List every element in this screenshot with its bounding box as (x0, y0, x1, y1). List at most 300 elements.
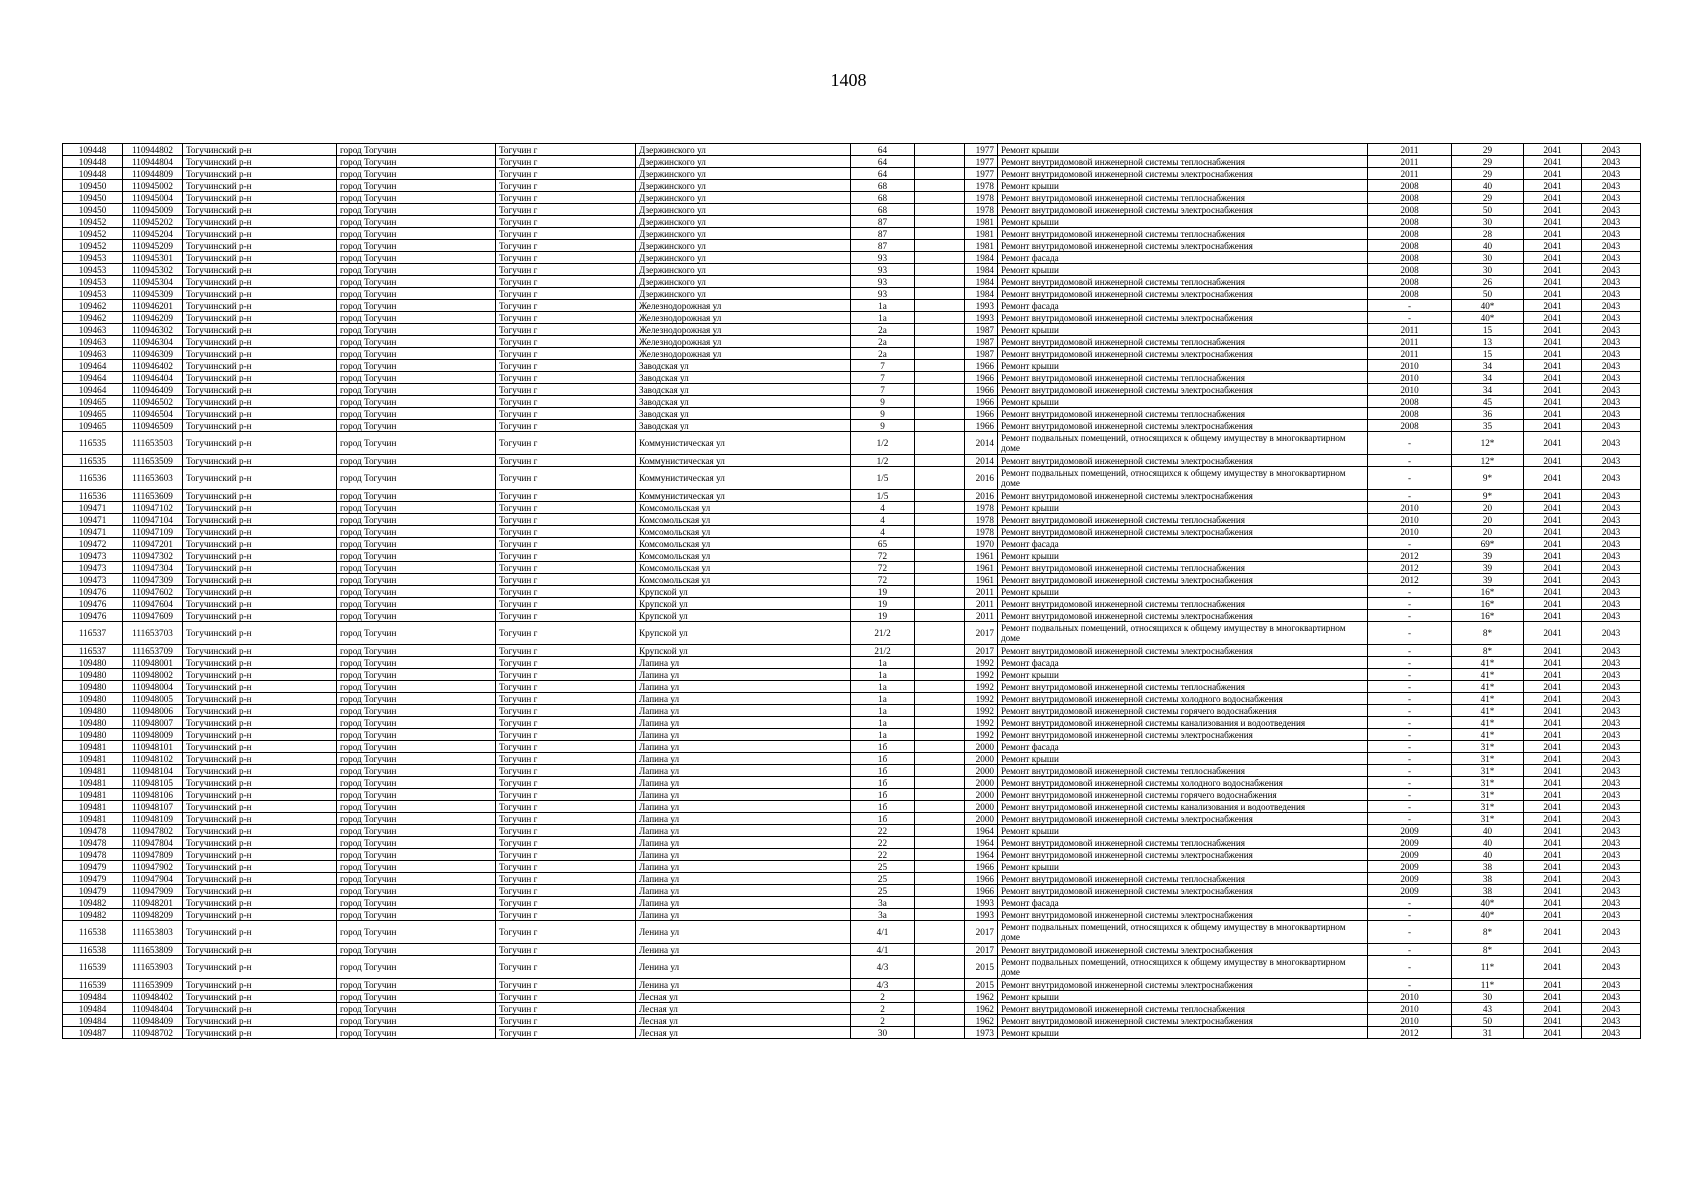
house-number-cell: 21/2 (851, 622, 915, 645)
work-id-cell: 110947802 (123, 825, 183, 837)
blank-cell (915, 909, 965, 921)
house-number-cell: 1/2 (851, 455, 915, 467)
year-built-cell: 1962 (965, 991, 998, 1003)
street-cell: Лапина ул (636, 801, 851, 813)
blank-cell (915, 789, 965, 801)
plan-end-cell: 2043 (1582, 681, 1641, 693)
blank-cell (915, 264, 965, 276)
district-cell: Тогучинский р-н (183, 801, 337, 813)
work-id-cell: 110946504 (123, 408, 183, 420)
locality-cell: Тогучин г (496, 1015, 636, 1027)
blank-cell (915, 765, 965, 777)
locality-cell: Тогучин г (496, 765, 636, 777)
plan-end-cell: 2043 (1582, 849, 1641, 861)
district-cell: Тогучинский р-н (183, 538, 337, 550)
last-repair-year-cell: - (1368, 944, 1452, 956)
locality-cell: Тогучин г (496, 873, 636, 885)
work-type-cell: Ремонт внутридомовой инженерной системы теплоснабжения (998, 765, 1368, 777)
table-row (63, 610, 1641, 622)
wear-cell: 40 (1452, 240, 1524, 252)
street-cell: Лапина ул (636, 849, 851, 861)
locality-cell: Тогучин г (496, 849, 636, 861)
year-built-cell: 1978 (965, 192, 998, 204)
municipality-cell: город Тогучин (337, 885, 496, 897)
year-built-cell: 1987 (965, 324, 998, 336)
plan-end-cell: 2043 (1582, 598, 1641, 610)
wear-cell: 8* (1452, 645, 1524, 657)
plan-start-cell: 2041 (1524, 645, 1582, 657)
street-cell: Заводская ул (636, 420, 851, 432)
street-cell: Комсомольская ул (636, 562, 851, 574)
plan-end-cell: 2043 (1582, 921, 1641, 944)
blank-cell (915, 526, 965, 538)
plan-end-cell: 2043 (1582, 861, 1641, 873)
house-id-cell: 109471 (63, 502, 123, 514)
house-number-cell: 93 (851, 264, 915, 276)
plan-end-cell: 2043 (1582, 240, 1641, 252)
municipality-cell: город Тогучин (337, 276, 496, 288)
work-type-cell: Ремонт внутридомовой инженерной системы канализования и водоотведения (998, 801, 1368, 813)
house-number-cell: 93 (851, 276, 915, 288)
plan-start-cell: 2041 (1524, 1027, 1582, 1039)
house-id-cell: 116537 (63, 645, 123, 657)
table-row (63, 765, 1641, 777)
year-built-cell: 1993 (965, 909, 998, 921)
work-type-cell: Ремонт внутридомовой инженерной системы электроснабжения (998, 610, 1368, 622)
house-number-cell: 9 (851, 396, 915, 408)
last-repair-year-cell: 2011 (1368, 168, 1452, 180)
blank-cell (915, 562, 965, 574)
last-repair-year-cell: 2011 (1368, 336, 1452, 348)
district-cell: Тогучинский р-н (183, 288, 337, 300)
year-built-cell: 2000 (965, 777, 998, 789)
last-repair-year-cell: 2009 (1368, 873, 1452, 885)
district-cell: Тогучинский р-н (183, 550, 337, 562)
house-number-cell: 30 (851, 1027, 915, 1039)
table-row (63, 455, 1641, 467)
house-id-cell: 109480 (63, 681, 123, 693)
year-built-cell: 2011 (965, 610, 998, 622)
locality-cell: Тогучин г (496, 885, 636, 897)
locality-cell: Тогучин г (496, 312, 636, 324)
house-number-cell: 3а (851, 909, 915, 921)
house-number-cell: 2а (851, 336, 915, 348)
district-cell: Тогучинский р-н (183, 1003, 337, 1015)
work-id-cell: 110946302 (123, 324, 183, 336)
locality-cell: Тогучин г (496, 192, 636, 204)
plan-start-cell: 2041 (1524, 180, 1582, 192)
work-id-cell: 110947104 (123, 514, 183, 526)
municipality-cell: город Тогучин (337, 777, 496, 789)
table-row (63, 622, 1641, 645)
year-built-cell: 2000 (965, 813, 998, 825)
municipality-cell: город Тогучин (337, 550, 496, 562)
house-id-cell: 109479 (63, 861, 123, 873)
plan-start-cell: 2041 (1524, 885, 1582, 897)
plan-end-cell: 2043 (1582, 789, 1641, 801)
blank-cell (915, 1015, 965, 1027)
plan-end-cell: 2043 (1582, 467, 1641, 490)
work-id-cell: 110946404 (123, 372, 183, 384)
municipality-cell: город Тогучин (337, 586, 496, 598)
blank-cell (915, 348, 965, 360)
year-built-cell: 2014 (965, 432, 998, 455)
work-id-cell: 110947602 (123, 586, 183, 598)
wear-cell: 39 (1452, 574, 1524, 586)
blank-cell (915, 288, 965, 300)
street-cell: Лапина ул (636, 909, 851, 921)
table-row (63, 598, 1641, 610)
plan-end-cell: 2043 (1582, 669, 1641, 681)
locality-cell: Тогучин г (496, 467, 636, 490)
last-repair-year-cell: 2012 (1368, 550, 1452, 562)
last-repair-year-cell: - (1368, 789, 1452, 801)
house-id-cell: 109472 (63, 538, 123, 550)
table-row (63, 849, 1641, 861)
street-cell: Дзержинского ул (636, 264, 851, 276)
table-row (63, 300, 1641, 312)
work-type-cell: Ремонт крыши (998, 324, 1368, 336)
house-number-cell: 68 (851, 192, 915, 204)
plan-start-cell: 2041 (1524, 825, 1582, 837)
plan-end-cell: 2043 (1582, 420, 1641, 432)
locality-cell: Тогучин г (496, 228, 636, 240)
locality-cell: Тогучин г (496, 657, 636, 669)
street-cell: Комсомольская ул (636, 502, 851, 514)
last-repair-year-cell: - (1368, 956, 1452, 979)
house-id-cell: 109473 (63, 550, 123, 562)
work-id-cell: 110947102 (123, 502, 183, 514)
year-built-cell: 1970 (965, 538, 998, 550)
house-number-cell: 64 (851, 156, 915, 168)
year-built-cell: 1984 (965, 264, 998, 276)
house-id-cell: 109480 (63, 693, 123, 705)
work-id-cell: 110948009 (123, 729, 183, 741)
work-type-cell: Ремонт внутридомовой инженерной системы холодного водоснабжения (998, 693, 1368, 705)
blank-cell (915, 681, 965, 693)
locality-cell: Тогучин г (496, 408, 636, 420)
last-repair-year-cell: - (1368, 909, 1452, 921)
table-row (63, 264, 1641, 276)
house-number-cell: 64 (851, 168, 915, 180)
house-id-cell: 109465 (63, 396, 123, 408)
work-type-cell: Ремонт крыши (998, 264, 1368, 276)
plan-end-cell: 2043 (1582, 324, 1641, 336)
work-type-cell: Ремонт фасада (998, 538, 1368, 550)
year-built-cell: 1987 (965, 348, 998, 360)
work-type-cell: Ремонт внутридомовой инженерной системы теплоснабжения (998, 276, 1368, 288)
wear-cell: 39 (1452, 562, 1524, 574)
plan-start-cell: 2041 (1524, 861, 1582, 873)
house-number-cell: 2а (851, 324, 915, 336)
table-row (63, 348, 1641, 360)
municipality-cell: город Тогучин (337, 526, 496, 538)
blank-cell (915, 240, 965, 252)
blank-cell (915, 729, 965, 741)
district-cell: Тогучинский р-н (183, 1027, 337, 1039)
plan-start-cell: 2041 (1524, 420, 1582, 432)
work-type-cell: Ремонт внутридомовой инженерной системы электроснабжения (998, 909, 1368, 921)
municipality-cell: город Тогучин (337, 204, 496, 216)
house-number-cell: 1/2 (851, 432, 915, 455)
work-id-cell: 110947609 (123, 610, 183, 622)
work-type-cell: Ремонт внутридомовой инженерной системы электроснабжения (998, 645, 1368, 657)
street-cell: Дзержинского ул (636, 288, 851, 300)
blank-cell (915, 192, 965, 204)
year-built-cell: 1966 (965, 420, 998, 432)
blank-cell (915, 514, 965, 526)
plan-start-cell: 2041 (1524, 384, 1582, 396)
locality-cell: Тогучин г (496, 288, 636, 300)
year-built-cell: 1981 (965, 228, 998, 240)
street-cell: Коммунистическая ул (636, 490, 851, 502)
plan-end-cell: 2043 (1582, 300, 1641, 312)
plan-end-cell: 2043 (1582, 645, 1641, 657)
wear-cell: 34 (1452, 372, 1524, 384)
last-repair-year-cell: 2008 (1368, 204, 1452, 216)
municipality-cell: город Тогучин (337, 502, 496, 514)
district-cell: Тогучинский р-н (183, 228, 337, 240)
page-number: 1408 (830, 70, 867, 90)
work-id-cell: 110947201 (123, 538, 183, 550)
street-cell: Лапина ул (636, 885, 851, 897)
last-repair-year-cell: 2011 (1368, 324, 1452, 336)
wear-cell: 13 (1452, 336, 1524, 348)
work-type-cell: Ремонт подвальных помещений, относящихся к общему имуществу в многоквартирном доме (998, 956, 1368, 979)
table-row (63, 240, 1641, 252)
plan-start-cell: 2041 (1524, 765, 1582, 777)
house-number-cell: 19 (851, 610, 915, 622)
municipality-cell: город Тогучин (337, 168, 496, 180)
work-id-cell: 110946309 (123, 348, 183, 360)
last-repair-year-cell: 2010 (1368, 1003, 1452, 1015)
plan-end-cell: 2043 (1582, 801, 1641, 813)
district-cell: Тогучинский р-н (183, 514, 337, 526)
house-id-cell: 109464 (63, 372, 123, 384)
plan-start-cell: 2041 (1524, 813, 1582, 825)
district-cell: Тогучинский р-н (183, 586, 337, 598)
plan-start-cell: 2041 (1524, 562, 1582, 574)
locality-cell: Тогучин г (496, 944, 636, 956)
locality-cell: Тогучин г (496, 276, 636, 288)
work-type-cell: Ремонт крыши (998, 360, 1368, 372)
house-id-cell: 109476 (63, 586, 123, 598)
wear-cell: 41* (1452, 669, 1524, 681)
locality-cell: Тогучин г (496, 669, 636, 681)
plan-start-cell: 2041 (1524, 216, 1582, 228)
plan-end-cell: 2043 (1582, 526, 1641, 538)
year-built-cell: 2014 (965, 455, 998, 467)
last-repair-year-cell: - (1368, 645, 1452, 657)
street-cell: Крупской ул (636, 622, 851, 645)
wear-cell: 12* (1452, 455, 1524, 467)
table-row (63, 861, 1641, 873)
table-row (63, 921, 1641, 944)
year-built-cell: 1966 (965, 372, 998, 384)
year-built-cell: 1961 (965, 574, 998, 586)
district-cell: Тогучинский р-н (183, 729, 337, 741)
house-number-cell: 1а (851, 300, 915, 312)
locality-cell: Тогучин г (496, 705, 636, 717)
locality-cell: Тогучин г (496, 300, 636, 312)
district-cell: Тогучинский р-н (183, 1015, 337, 1027)
work-type-cell: Ремонт внутридомовой инженерной системы электроснабжения (998, 288, 1368, 300)
district-cell: Тогучинский р-н (183, 873, 337, 885)
house-id-cell: 109465 (63, 408, 123, 420)
work-type-cell: Ремонт крыши (998, 550, 1368, 562)
street-cell: Заводская ул (636, 408, 851, 420)
locality-cell: Тогучин г (496, 598, 636, 610)
wear-cell: 30 (1452, 264, 1524, 276)
wear-cell: 31* (1452, 765, 1524, 777)
wear-cell: 8* (1452, 921, 1524, 944)
table-row (63, 514, 1641, 526)
last-repair-year-cell: - (1368, 610, 1452, 622)
last-repair-year-cell: - (1368, 717, 1452, 729)
wear-cell: 43 (1452, 1003, 1524, 1015)
work-id-cell: 110945204 (123, 228, 183, 240)
district-cell: Тогучинский р-н (183, 324, 337, 336)
locality-cell: Тогучин г (496, 622, 636, 645)
table-row (63, 526, 1641, 538)
district-cell: Тогучинский р-н (183, 645, 337, 657)
work-id-cell: 110945009 (123, 204, 183, 216)
work-id-cell: 110948005 (123, 693, 183, 705)
last-repair-year-cell: 2008 (1368, 252, 1452, 264)
house-number-cell: 25 (851, 873, 915, 885)
work-id-cell: 110944802 (123, 144, 183, 156)
table-row (63, 168, 1641, 180)
street-cell: Дзержинского ул (636, 144, 851, 156)
district-cell: Тогучинский р-н (183, 264, 337, 276)
work-type-cell: Ремонт крыши (998, 669, 1368, 681)
blank-cell (915, 837, 965, 849)
table-row (63, 657, 1641, 669)
work-id-cell: 110945302 (123, 264, 183, 276)
street-cell: Ленина ул (636, 956, 851, 979)
house-id-cell: 109448 (63, 168, 123, 180)
work-type-cell: Ремонт крыши (998, 753, 1368, 765)
locality-cell: Тогучин г (496, 610, 636, 622)
house-id-cell: 109471 (63, 514, 123, 526)
plan-end-cell: 2043 (1582, 502, 1641, 514)
year-built-cell: 1966 (965, 360, 998, 372)
municipality-cell: город Тогучин (337, 408, 496, 420)
house-id-cell: 109463 (63, 348, 123, 360)
table-row (63, 693, 1641, 705)
last-repair-year-cell: - (1368, 705, 1452, 717)
wear-cell: 41* (1452, 705, 1524, 717)
table-row (63, 813, 1641, 825)
house-id-cell: 116539 (63, 979, 123, 991)
locality-cell: Тогучин г (496, 240, 636, 252)
work-type-cell: Ремонт крыши (998, 825, 1368, 837)
house-id-cell: 109479 (63, 885, 123, 897)
table-row (63, 384, 1641, 396)
locality-cell: Тогучин г (496, 574, 636, 586)
locality-cell: Тогучин г (496, 753, 636, 765)
plan-start-cell: 2041 (1524, 156, 1582, 168)
house-number-cell: 1б (851, 813, 915, 825)
work-type-cell: Ремонт внутридомовой инженерной системы электроснабжения (998, 813, 1368, 825)
locality-cell: Тогучин г (496, 777, 636, 789)
wear-cell: 9* (1452, 490, 1524, 502)
district-cell: Тогучинский р-н (183, 717, 337, 729)
house-id-cell: 109482 (63, 897, 123, 909)
house-number-cell: 7 (851, 360, 915, 372)
table-row (63, 956, 1641, 979)
year-built-cell: 1977 (965, 144, 998, 156)
last-repair-year-cell: - (1368, 741, 1452, 753)
work-id-cell: 111653909 (123, 979, 183, 991)
street-cell: Лапина ул (636, 837, 851, 849)
wear-cell: 16* (1452, 610, 1524, 622)
blank-cell (915, 276, 965, 288)
work-type-cell: Ремонт внутридомовой инженерной системы электроснабжения (998, 729, 1368, 741)
district-cell: Тогучинский р-н (183, 216, 337, 228)
street-cell: Лапина ул (636, 765, 851, 777)
plan-end-cell: 2043 (1582, 156, 1641, 168)
plan-end-cell: 2043 (1582, 991, 1641, 1003)
house-id-cell: 116538 (63, 921, 123, 944)
locality-cell: Тогучин г (496, 180, 636, 192)
district-cell: Тогучинский р-н (183, 979, 337, 991)
year-built-cell: 1981 (965, 216, 998, 228)
locality-cell: Тогучин г (496, 372, 636, 384)
plan-end-cell: 2043 (1582, 610, 1641, 622)
year-built-cell: 1992 (965, 657, 998, 669)
district-cell: Тогучинский р-н (183, 837, 337, 849)
table-row (63, 753, 1641, 765)
wear-cell: 12* (1452, 432, 1524, 455)
blank-cell (915, 622, 965, 645)
year-built-cell: 2000 (965, 801, 998, 813)
district-cell: Тогучинский р-н (183, 312, 337, 324)
municipality-cell: город Тогучин (337, 622, 496, 645)
locality-cell: Тогучин г (496, 562, 636, 574)
wear-cell: 40* (1452, 909, 1524, 921)
street-cell: Крупской ул (636, 610, 851, 622)
work-id-cell: 110946502 (123, 396, 183, 408)
blank-cell (915, 861, 965, 873)
year-built-cell: 1992 (965, 693, 998, 705)
blank-cell (915, 168, 965, 180)
work-type-cell: Ремонт крыши (998, 586, 1368, 598)
house-id-cell: 109450 (63, 180, 123, 192)
street-cell: Ленина ул (636, 944, 851, 956)
last-repair-year-cell: - (1368, 897, 1452, 909)
work-id-cell: 110945301 (123, 252, 183, 264)
work-type-cell: Ремонт внутридомовой инженерной системы теплоснабжения (998, 192, 1368, 204)
district-cell: Тогучинский р-н (183, 432, 337, 455)
plan-start-cell: 2041 (1524, 228, 1582, 240)
locality-cell: Тогучин г (496, 991, 636, 1003)
wear-cell: 31* (1452, 741, 1524, 753)
table-row (63, 669, 1641, 681)
work-type-cell: Ремонт крыши (998, 396, 1368, 408)
year-built-cell: 2000 (965, 765, 998, 777)
municipality-cell: город Тогучин (337, 432, 496, 455)
work-id-cell: 111653809 (123, 944, 183, 956)
house-number-cell: 25 (851, 885, 915, 897)
plan-start-cell: 2041 (1524, 204, 1582, 216)
street-cell: Дзержинского ул (636, 228, 851, 240)
last-repair-year-cell: - (1368, 693, 1452, 705)
house-id-cell: 109482 (63, 909, 123, 921)
last-repair-year-cell: 2008 (1368, 420, 1452, 432)
work-id-cell: 110947302 (123, 550, 183, 562)
district-cell: Тогучинский р-н (183, 610, 337, 622)
